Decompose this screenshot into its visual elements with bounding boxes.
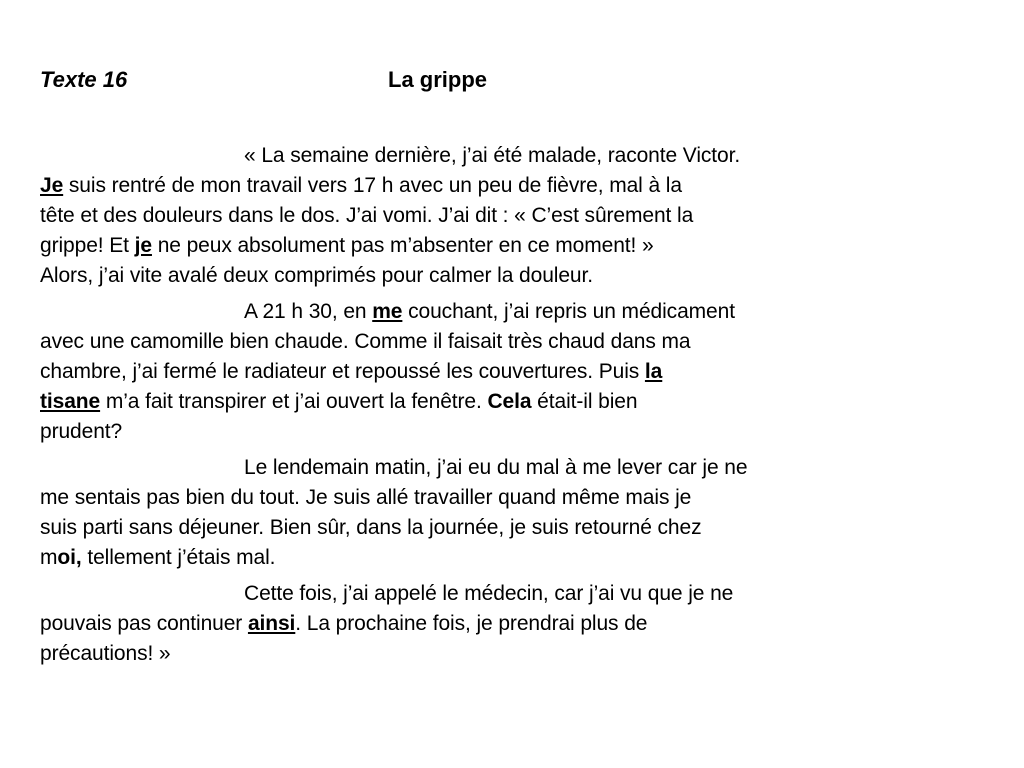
emphasized-word: oi, (57, 546, 82, 569)
text-segment: avec une camomille bien chaude. Comme il faisait très chaud dans ma (40, 330, 691, 353)
text-segment: Alors, j’ai vite avalé deux comprimés pour calmer la douleur. (40, 264, 593, 287)
text-line (40, 261, 944, 291)
emphasized-word: je (134, 234, 152, 257)
paragraph (40, 579, 944, 669)
text-segment: pouvais pas continuer (40, 612, 248, 635)
emphasized-word: Cela (487, 390, 532, 413)
text-segment: Le lendemain matin, j’ai eu du mal à me lever car je ne (244, 456, 748, 479)
emphasized-word: me (372, 300, 403, 323)
text-segment: chambre, j’ai fermé le radiateur et repoussé les couvertures. Puis (40, 360, 645, 383)
text-line (40, 483, 944, 513)
emphasized-word: ainsi (247, 612, 296, 635)
document-title: La grippe (388, 67, 488, 92)
paragraph (40, 141, 944, 291)
text-segment: prudent? (40, 420, 123, 443)
text-segment: m’a fait transpirer et j’ai ouvert la fenêtre. (100, 390, 488, 413)
paragraph (40, 297, 944, 447)
text-number-label: Texte 16 (40, 67, 128, 92)
text-line (40, 513, 944, 543)
text-segment: A 21 h 30, en (244, 300, 373, 323)
paragraph (40, 453, 944, 573)
text-segment: tête et des douleurs dans le dos. J’ai vomi. J’ai dit : « C’est sûrement la (40, 204, 694, 227)
emphasized-word: la (644, 360, 663, 383)
text-segment: tellement j’étais mal. (81, 546, 276, 569)
emphasized-word: Je (40, 174, 64, 197)
text-line (40, 297, 944, 327)
text-segment: était-il bien (531, 390, 638, 413)
text-line (40, 357, 944, 387)
text-line (40, 543, 944, 573)
text-line (40, 387, 944, 417)
text-segment: . La prochaine fois, je prendrai plus de (295, 612, 648, 635)
text-line (40, 609, 944, 639)
text-line (40, 141, 944, 171)
text-line (40, 171, 944, 201)
text-line (40, 579, 944, 609)
text-segment: m (40, 546, 58, 569)
document-body (40, 141, 944, 669)
text-segment: suis parti sans déjeuner. Bien sûr, dans la journée, je suis retourné chez (40, 516, 702, 539)
document-header (40, 64, 940, 96)
text-segment: me sentais pas bien du tout. Je suis allé travailler quand même mais je (40, 486, 692, 509)
text-segment: Cette fois, j’ai appelé le médecin, car j’ai vu que je ne (244, 582, 734, 605)
text-segment: ne peux absolument pas m’absenter en ce moment! » (151, 234, 654, 257)
text-line (40, 417, 944, 447)
text-line (40, 201, 944, 231)
emphasized-word: tisane (40, 390, 101, 413)
text-segment: suis rentré de mon travail vers 17 h avec un peu de fièvre, mal à la (63, 174, 682, 197)
text-line (40, 231, 944, 261)
text-line (40, 327, 944, 357)
text-line (40, 453, 944, 483)
text-segment: couchant, j’ai repris un médicament (402, 300, 735, 323)
text-segment: « La semaine dernière, j’ai été malade, raconte Victor. (244, 144, 741, 167)
text-segment: grippe! Et (40, 234, 135, 257)
text-line (40, 639, 944, 669)
text-segment: précautions! » (40, 642, 171, 665)
